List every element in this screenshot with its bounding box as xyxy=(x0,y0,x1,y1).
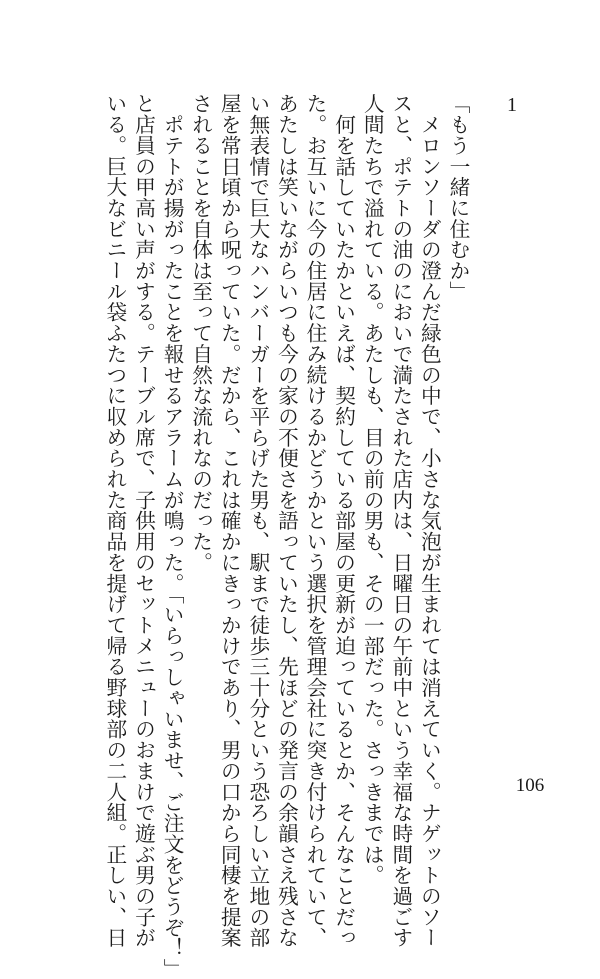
page-number: 106 xyxy=(515,775,545,796)
text-line: あたしは笑いながらいつも今の家の不便さを語っていたし、先ほどの発言の余韻さえ残さな xyxy=(274,93,299,948)
text-line: ポテトが揚がったことを報せるアラームが鳴った。「いらっしゃいませ、ご注文をどうぞ！」 xyxy=(160,93,185,979)
text-line: 「もう一緒に住むか」 xyxy=(446,93,470,302)
text-line: 人間たちで溢れている。あたしも、目の前の男も、その一部だった。さっきまでは。 xyxy=(360,93,385,886)
text-line: と店員の甲高い声がする。テーブル席で、子供用のセットメニューのおまけで遊ぶ男の子が xyxy=(131,93,156,948)
body-text xyxy=(100,93,472,979)
chapter-number: 1 xyxy=(507,94,517,116)
text-line: た。お互いに今の住居に住み続けるかどうかという選択を管理会社に突き付けられていて、 xyxy=(303,93,328,948)
text-line: い無表情で巨大なハンバーガーを平らげた男も、駅まで徒歩三十分という恐ろしい立地の部 xyxy=(245,93,270,948)
text-line: スと、ポテトの油のにおいで満たされた店内は、日曜日の午前中という幸福な時間を過ごす xyxy=(388,93,413,948)
text-line: メロンソーダの澄んだ緑色の中で、小さな気泡が生まれては消えていく。ナゲットのソー xyxy=(417,93,442,948)
text-line: されることを自体は至って自然な流れなのだった。 xyxy=(188,93,213,573)
text-line: 屋を常日頃から呪っていた。だから、これは確かにきっかけであり、男の口から同棲を提案 xyxy=(217,93,242,948)
text-line: いる。巨大なビニール袋ふたつに収められた商品を提げて帰る野球部の二人組。正しい、日 xyxy=(102,93,127,948)
text-line: 何を話していたかといえば、契約している部屋の更新が迫っているとか、そんなことだっ xyxy=(331,93,356,948)
